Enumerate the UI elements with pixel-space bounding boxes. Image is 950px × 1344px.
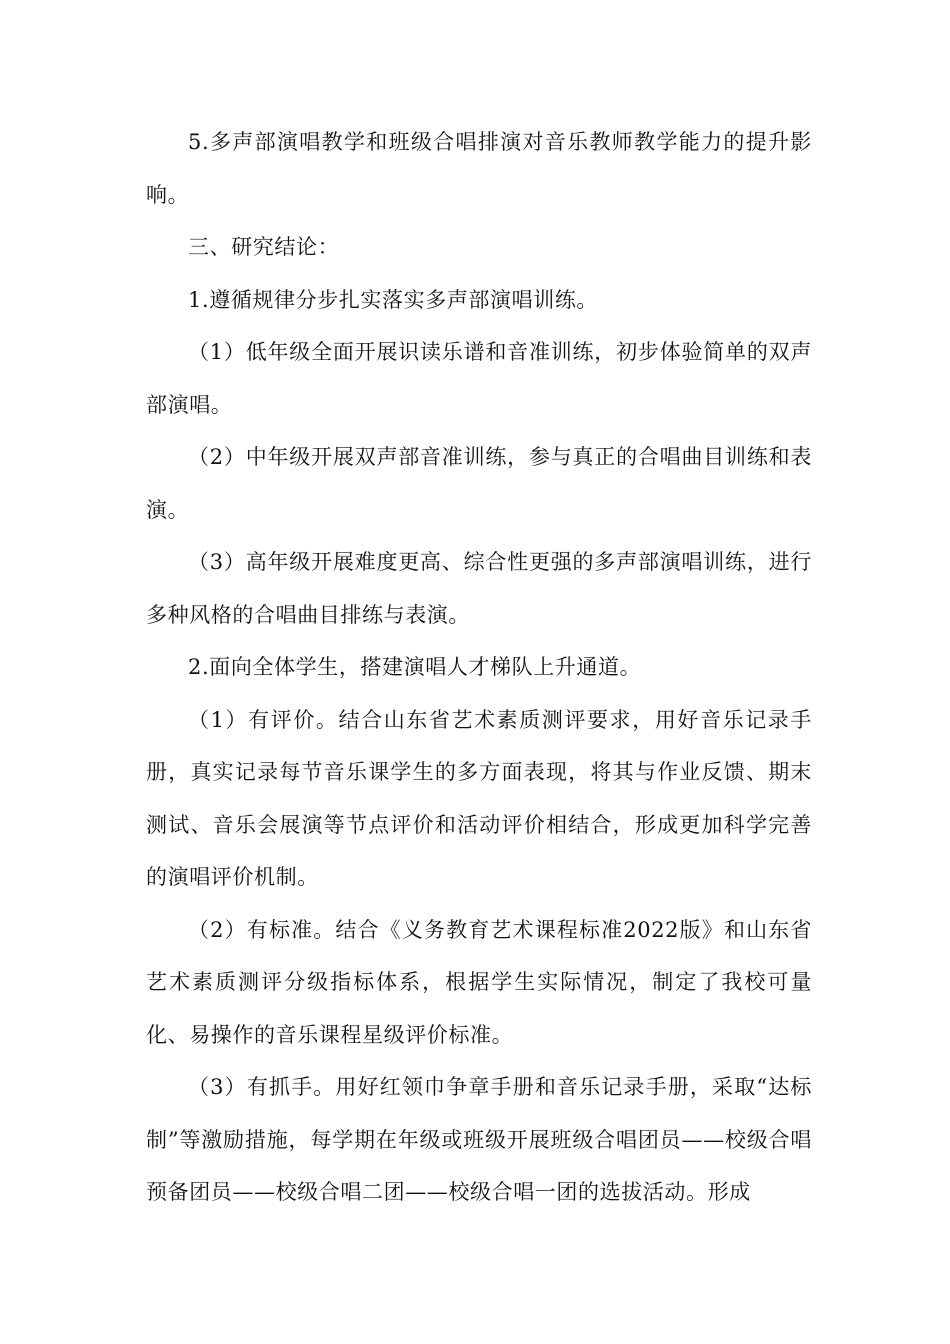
paragraph-point-2-sub-2: （2）有标准。结合《义务教育艺术课程标准2022版》和山东省艺术素质测评分级指标体系，根据学生实际情况，制定了我校可量化、易操作的音乐课程星级评价标准。 (146, 917, 812, 1047)
paragraph-item-5: 5.多声部演唱教学和班级合唱排演对音乐教师教学能力的提升影响。 (146, 130, 812, 207)
paragraph-point-2-sub-3: （3）有抓手。用好红领巾争章手册和音乐记录手册，采取“达标制”等激励措施，每学期在年级或班级开展班级合唱团员——校级合唱预备团员——校级合唱二团——校级合唱一团的选拔活动。形成 (146, 1075, 812, 1204)
paragraph-point-1-sub-1: （1）低年级全面开展识读乐谱和音准训练，初步体验简单的双声部演唱。 (146, 340, 812, 417)
paragraph-point-1-sub-2: （2）中年级开展双声部音准训练，参与真正的合唱曲目训练和表演。 (146, 445, 812, 522)
paragraph-point-1-sub-3: （3）高年级开展难度更高、综合性更强的多声部演唱训练，进行多种风格的合唱曲目排练与表演。 (146, 550, 812, 627)
paragraph-point-1: 1.遵循规律分步扎实落实多声部演唱训练。 (188, 287, 599, 312)
document-body (146, 116, 812, 1219)
section-heading-conclusions: 三、研究结论： (188, 235, 340, 259)
paragraph-point-2: 2.面向全体学生，搭建演唱人才梯队上升通道。 (188, 655, 642, 679)
paragraph-point-2-sub-1: （1）有评价。结合山东省艺术素质测评要求，用好音乐记录手册，真实记录每节音乐课学生的多方面表现，将其与作业反馈、期末测试、音乐会展演等节点评价和活动评价相结合，形成更加科学完善的演唱评价机制。 (146, 707, 812, 889)
